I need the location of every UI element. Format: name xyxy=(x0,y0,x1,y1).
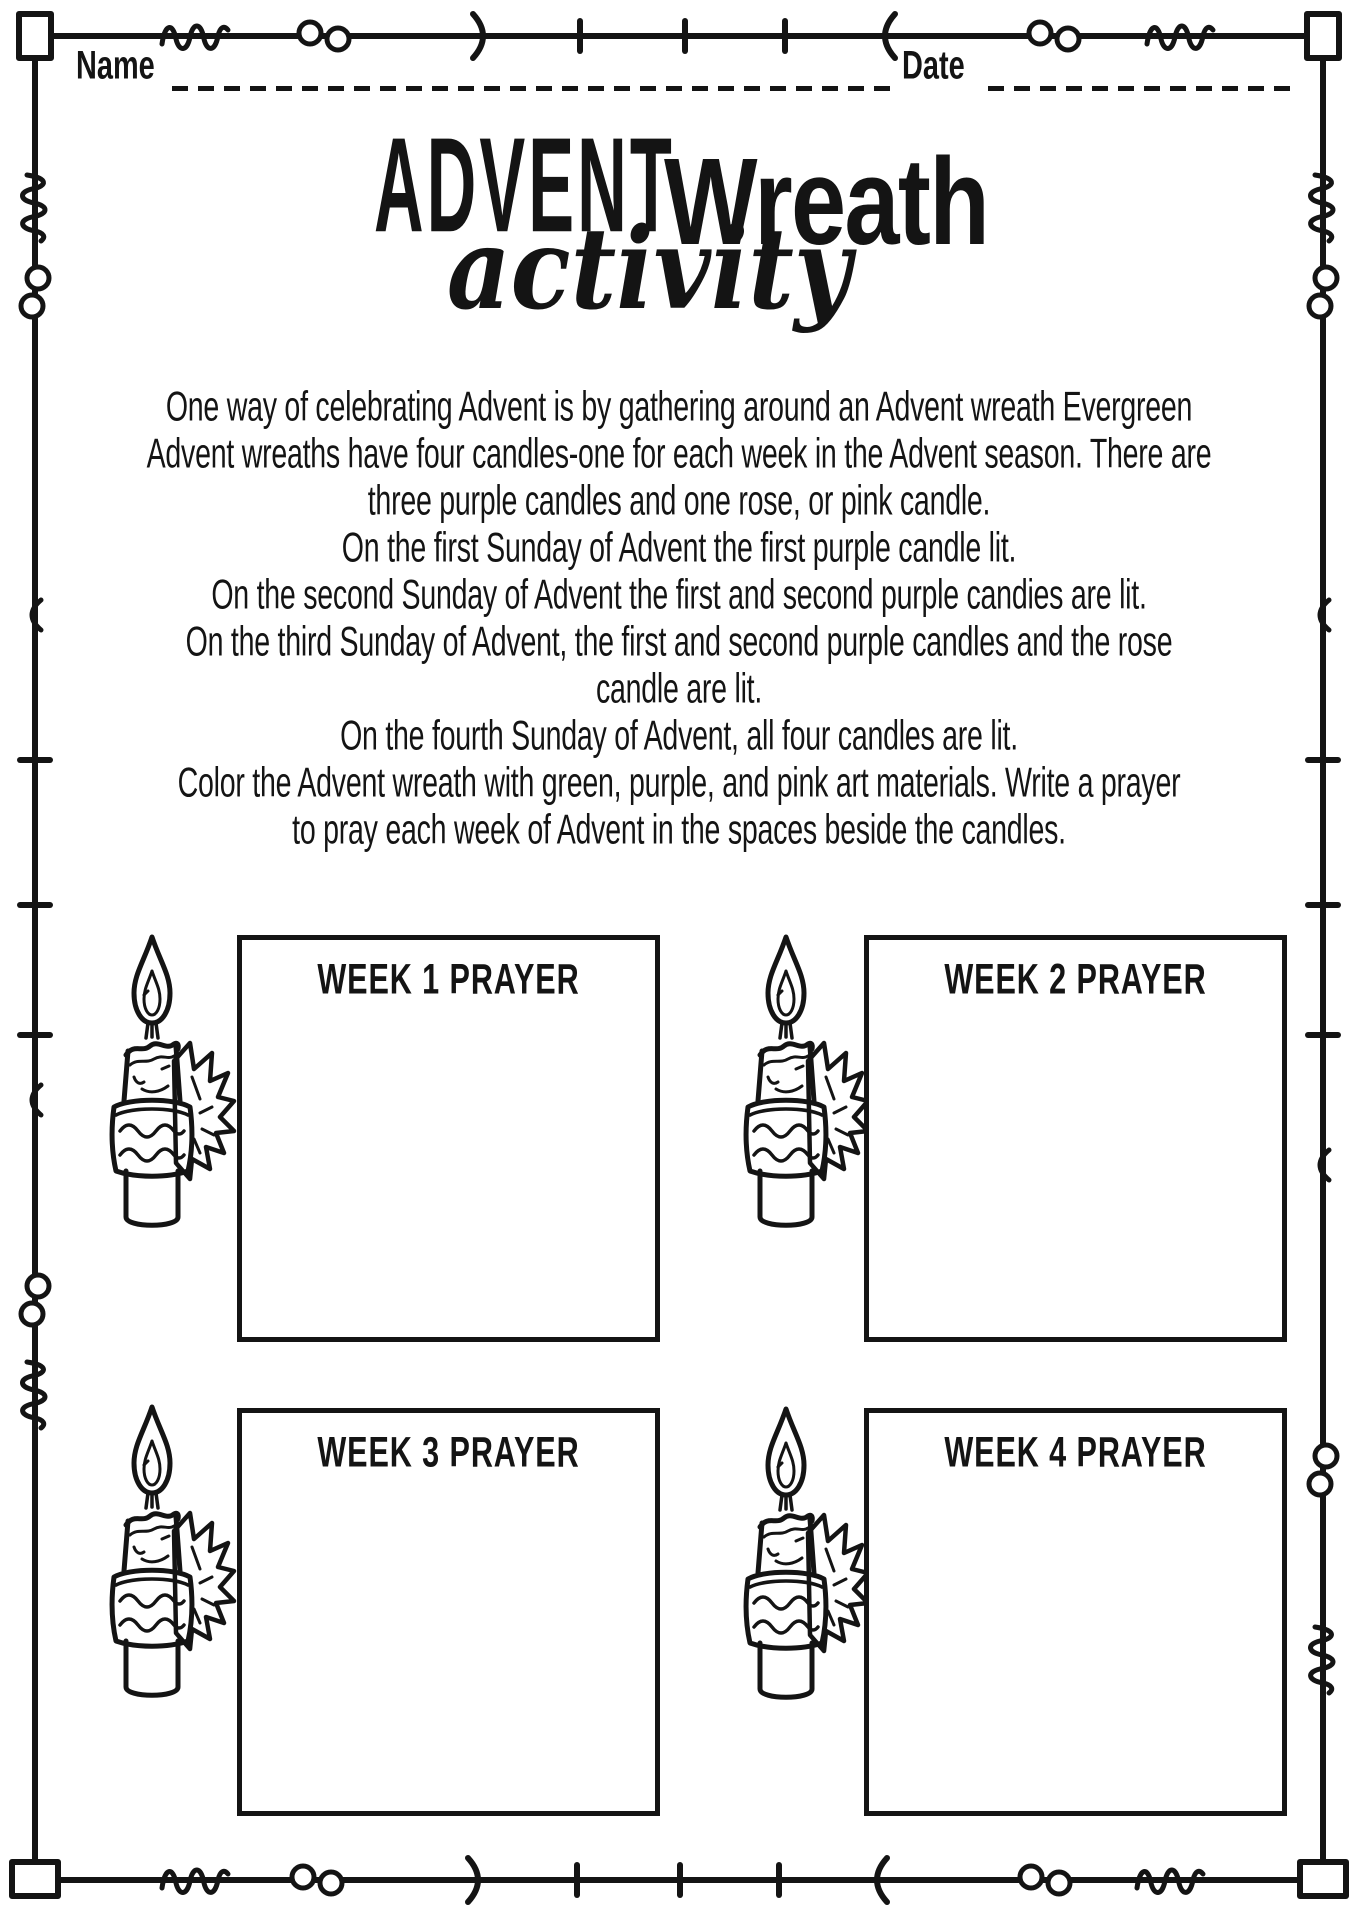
intro-line: three purple candles and one rose, or pink candle. xyxy=(367,477,991,525)
prayer-box-title: WEEK 3 PRAYER xyxy=(317,1429,580,1477)
prayer-box-title: WEEK 4 PRAYER xyxy=(944,1429,1207,1477)
prayer-writing-area-week-2[interactable] xyxy=(875,1004,1276,1331)
prayer-writing-area-week-1[interactable] xyxy=(248,1004,649,1331)
border-doodles-bottom xyxy=(162,1858,1203,1902)
candle-illustration xyxy=(698,931,874,1231)
prayer-box-week-3 xyxy=(237,1408,660,1816)
intro-line: One way of celebrating Advent is by gathering around an Advent wreath Evergreen xyxy=(165,383,1193,431)
prayer-box-title: WEEK 1 PRAYER xyxy=(317,956,580,1004)
corner-square-top-right xyxy=(1307,14,1339,58)
title-word-wreath: Wreath xyxy=(664,132,989,272)
candle-illustration xyxy=(698,1403,874,1703)
date-label: Date xyxy=(902,42,965,88)
prayer-box-title: WEEK 2 PRAYER xyxy=(944,956,1207,1004)
prayer-writing-area-week-4[interactable] xyxy=(875,1477,1276,1805)
prayer-writing-area-week-3[interactable] xyxy=(248,1477,649,1805)
intro-line: candle are lit. xyxy=(595,665,763,713)
intro-line: On the fourth Sunday of Advent, all four candles are lit. xyxy=(340,712,1018,760)
candle-illustration xyxy=(64,1401,240,1701)
intro-line: Advent wreaths have four candles-one for each week in the Advent season. There are xyxy=(146,430,1212,478)
intro-line: On the third Sunday of Advent, the first and second purple candles and the rose xyxy=(185,618,1173,666)
corner-square-bottom-right xyxy=(1300,1862,1346,1896)
date-input-line[interactable] xyxy=(988,86,1298,91)
name-label: Name xyxy=(76,42,155,88)
prayer-box-week-2 xyxy=(864,935,1287,1342)
title-word-activity: activity xyxy=(446,204,852,335)
title-word-advent: ADVENT xyxy=(374,109,675,260)
corner-square-top-left xyxy=(19,14,51,58)
intro-line: Color the Advent wreath with green, purple, and pink art materials. Write a prayer xyxy=(177,759,1181,807)
candle-illustration xyxy=(64,931,240,1231)
prayer-box-week-1 xyxy=(237,935,660,1342)
prayer-box-week-4 xyxy=(864,1408,1287,1816)
name-input-line[interactable] xyxy=(172,86,890,91)
intro-line: On the first Sunday of Advent the first purple candle lit. xyxy=(341,524,1017,572)
intro-line: to pray each week of Advent in the spaces beside the candles. xyxy=(292,806,1066,854)
border-doodles-top xyxy=(162,14,1213,58)
intro-line: On the second Sunday of Advent the first and second purple candies are lit. xyxy=(211,571,1147,619)
corner-square-bottom-left xyxy=(12,1862,58,1896)
intro-paragraph xyxy=(34,384,1324,854)
